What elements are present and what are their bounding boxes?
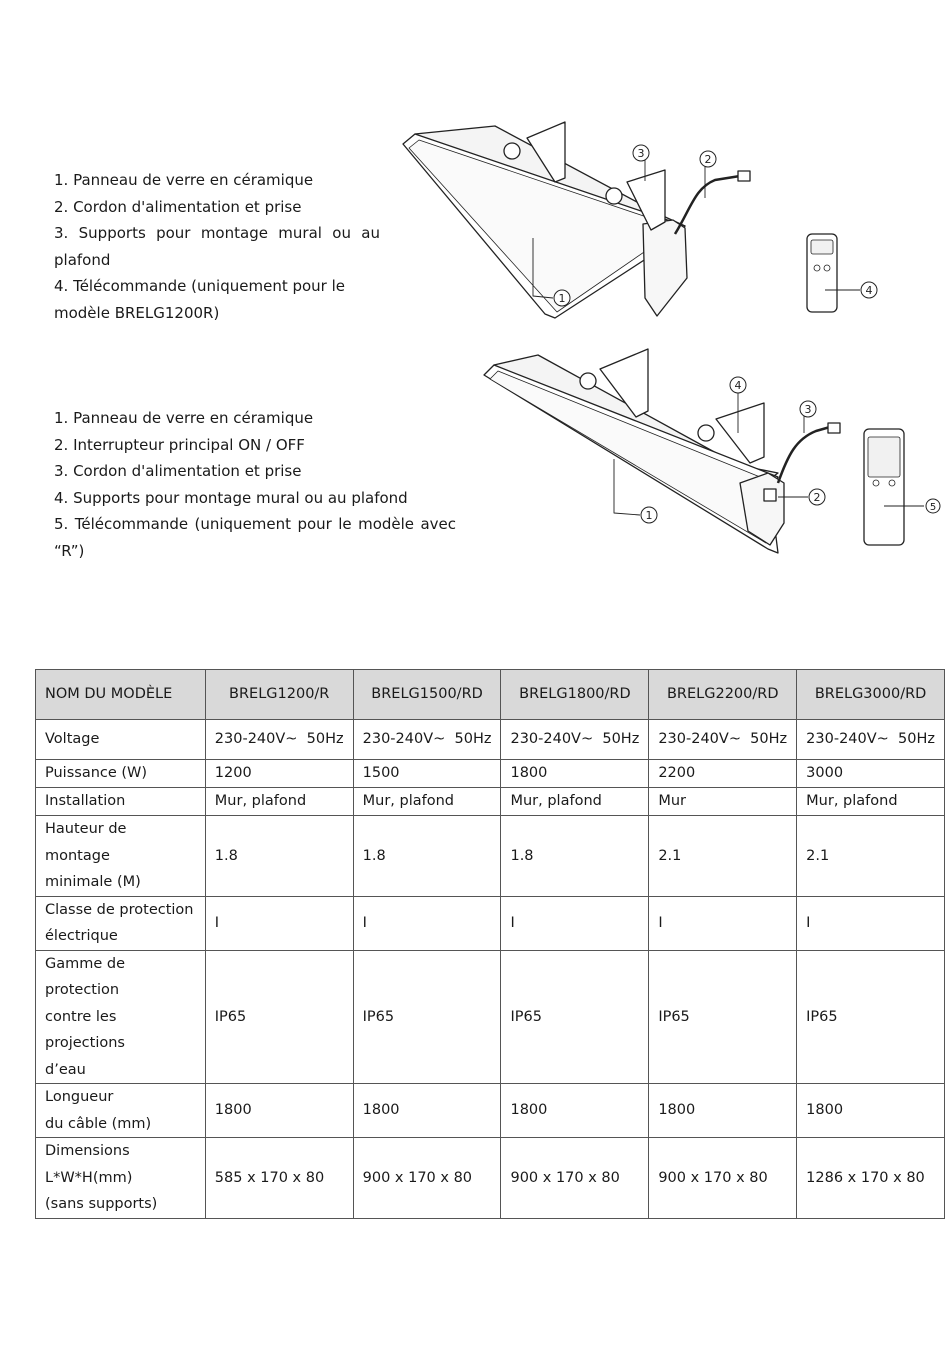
table-row	[36, 720, 945, 760]
row-label-line: (sans supports)	[45, 1196, 158, 1212]
callout-2: 2	[813, 491, 821, 504]
table-row	[36, 950, 945, 1084]
figure2-legend	[54, 405, 456, 564]
heater-diagram-1	[395, 118, 895, 328]
table-cell: IP65	[649, 950, 797, 1084]
table-cell: I	[649, 896, 797, 950]
callout-1: 1	[645, 509, 653, 522]
legend-line: 4. Télécommande (uniquement pour le	[54, 277, 346, 295]
row-label-line: Dimensions	[45, 1143, 130, 1159]
header-cell: BRELG1800/RD	[501, 670, 649, 720]
table-cell: 1500	[353, 760, 501, 788]
table-cell: 900 x 170 x 80	[501, 1138, 649, 1219]
table-cell: 1200	[205, 760, 353, 788]
table-cell: Mur, plafond	[205, 788, 353, 816]
table-cell: 2200	[649, 760, 797, 788]
table-cell: 900 x 170 x 80	[649, 1138, 797, 1219]
table-cell: 230-240V~ 50Hz	[797, 720, 945, 760]
row-label	[36, 1084, 206, 1138]
legend-line: modèle BRELG1200R)	[54, 303, 220, 322]
row-label-line: d’eau	[45, 1061, 86, 1078]
row-label	[36, 788, 206, 816]
table-cell: 3000	[797, 760, 945, 788]
row-label-line: Hauteur de montage	[45, 821, 127, 864]
spec-table-body	[36, 720, 945, 1219]
legend-line: 1. Panneau de verre en céramique	[54, 409, 314, 427]
row-label-line: contre les projections	[45, 1008, 125, 1051]
table-cell: 230-240V~ 50Hz	[353, 720, 501, 760]
table-cell: 230-240V~ 50Hz	[501, 720, 649, 760]
legend-line: 4. Supports pour montage mural ou au plafond	[54, 488, 408, 507]
table-cell: Mur	[649, 788, 797, 816]
table-cell: 1286 x 170 x 80	[797, 1138, 945, 1219]
table-row	[36, 788, 945, 816]
table-cell: 1800	[501, 1084, 649, 1138]
row-label	[36, 950, 206, 1084]
legend-line: 3. Cordon d'alimentation et prise	[54, 462, 302, 480]
legend-line: plafond	[54, 250, 111, 269]
callout-5: 5	[929, 502, 937, 513]
table-header-row	[36, 670, 945, 720]
row-label-line: électrique	[45, 928, 118, 944]
row-label	[36, 896, 206, 950]
table-cell: 1800	[797, 1084, 945, 1138]
table-cell: 1800	[353, 1084, 501, 1138]
table-cell: Mur, plafond	[797, 788, 945, 816]
table-row	[36, 816, 945, 897]
row-label-line: Installation	[45, 793, 126, 810]
callout-1: 1	[558, 292, 566, 305]
table-cell: 2.1	[797, 816, 945, 897]
heater-diagram-2	[478, 345, 948, 555]
legend-line: “R”)	[54, 541, 85, 560]
header-cell: BRELG3000/RD	[797, 670, 945, 720]
row-label-line: Classe de protection	[45, 901, 194, 918]
table-cell: 1800	[205, 1084, 353, 1138]
table-cell: 1800	[649, 1084, 797, 1138]
table-cell: 585 x 170 x 80	[205, 1138, 353, 1219]
table-cell: IP65	[797, 950, 945, 1084]
legend-line: 2. Interrupteur principal ON / OFF	[54, 435, 305, 454]
row-label	[36, 760, 206, 788]
callout-4: 4	[865, 284, 873, 297]
table-cell: 1.8	[353, 816, 501, 897]
legend-line: 5. Télécommande (uniquement pour le modèle avec	[54, 515, 456, 533]
row-label	[36, 816, 206, 897]
table-row	[36, 1138, 945, 1219]
table-cell: IP65	[205, 950, 353, 1084]
figure1-legend	[54, 167, 380, 326]
row-label-line: Puissance (W)	[45, 765, 148, 782]
spec-table	[35, 669, 945, 1219]
header-cell: BRELG1500/RD	[353, 670, 501, 720]
row-label	[36, 720, 206, 760]
header-cell: BRELG1200/R	[205, 670, 353, 720]
row-label-line: Voltage	[45, 731, 100, 748]
table-cell: I	[797, 896, 945, 950]
table-cell: Mur, plafond	[353, 788, 501, 816]
row-label-line: Gamme de protection	[45, 955, 126, 998]
legend-line: 2. Cordon d'alimentation et prise	[54, 197, 302, 216]
table-cell: 900 x 170 x 80	[353, 1138, 501, 1219]
callout-3: 3	[637, 147, 645, 160]
table-row	[36, 896, 945, 950]
callout-2: 2	[704, 153, 712, 166]
row-label	[36, 1138, 206, 1219]
header-cell: BRELG2200/RD	[649, 670, 797, 720]
legend-line: 3. Supports pour montage mural ou au	[54, 224, 380, 242]
table-cell: 230-240V~ 50Hz	[205, 720, 353, 760]
header-cell: NOM DU MODÈLE	[36, 670, 206, 720]
callout-3: 3	[804, 403, 812, 416]
table-cell: 1800	[501, 760, 649, 788]
row-label-line: L*W*H(mm)	[45, 1169, 133, 1186]
table-cell: 1.8	[501, 816, 649, 897]
table-cell: 230-240V~ 50Hz	[649, 720, 797, 760]
table-cell: Mur, plafond	[501, 788, 649, 816]
table-cell: 2.1	[649, 816, 797, 897]
row-label-line: Longueur	[45, 1089, 114, 1105]
row-label-line: du câble (mm)	[45, 1115, 152, 1132]
table-row	[36, 760, 945, 788]
table-cell: IP65	[353, 950, 501, 1084]
row-label-line: minimale (M)	[45, 874, 141, 890]
table-cell: I	[501, 896, 649, 950]
table-row	[36, 1084, 945, 1138]
table-cell: I	[353, 896, 501, 950]
table-cell: IP65	[501, 950, 649, 1084]
legend-line: 1. Panneau de verre en céramique	[54, 171, 314, 189]
table-cell: 1.8	[205, 816, 353, 897]
callout-4: 4	[734, 379, 742, 392]
table-cell: I	[205, 896, 353, 950]
